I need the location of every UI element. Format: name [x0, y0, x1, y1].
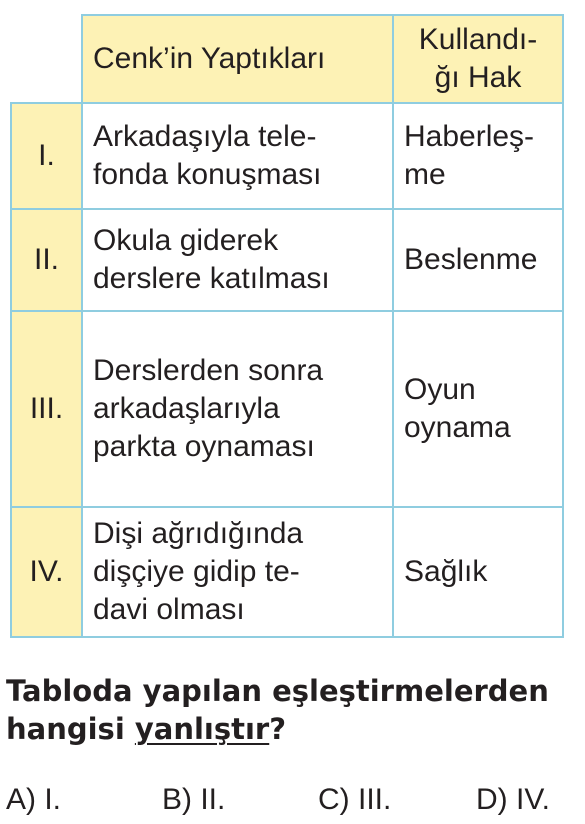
question-underlined-word: yanlıştır — [134, 712, 270, 746]
table-header-row — [11, 15, 563, 103]
option-d[interactable]: D) IV. — [476, 783, 550, 816]
row-action: Dişi ağrıdığında dişçiye gidip te- davi olması — [82, 507, 393, 637]
row-number: II. — [11, 209, 82, 311]
row-right: Oyun oynama — [393, 311, 563, 507]
header-right-used: Kullandı- ğı Hak — [393, 15, 563, 103]
answer-options — [6, 780, 578, 820]
row-right: Haberleş- me — [393, 103, 563, 209]
row-number: IV. — [11, 507, 82, 637]
rights-table — [10, 14, 564, 638]
row-action: Arkadaşıyla tele- fonda konuşması — [82, 103, 393, 209]
row-right: Sağlık — [393, 507, 563, 637]
option-c[interactable]: C) III. — [318, 783, 392, 816]
row-number: III. — [11, 311, 82, 507]
row-action: Okula giderek derslere katılması — [82, 209, 393, 311]
question-text — [6, 672, 581, 748]
option-a[interactable]: A) I. — [6, 783, 62, 816]
table-row — [11, 209, 563, 311]
table-corner-empty — [11, 15, 82, 103]
question-prefix: Tabloda yapılan eşleştirmelerden hangisi — [6, 674, 549, 746]
option-b[interactable]: B) II. — [162, 783, 226, 816]
row-number: I. — [11, 103, 82, 209]
table-row — [11, 507, 563, 637]
table-row — [11, 311, 563, 507]
row-right: Beslenme — [393, 209, 563, 311]
table-row — [11, 103, 563, 209]
header-actions: Cenk’in Yaptıkları — [82, 15, 393, 103]
question-suffix: ? — [269, 712, 287, 746]
row-action: Derslerden sonra arkadaşlarıyla parkta oynaması — [82, 311, 393, 507]
